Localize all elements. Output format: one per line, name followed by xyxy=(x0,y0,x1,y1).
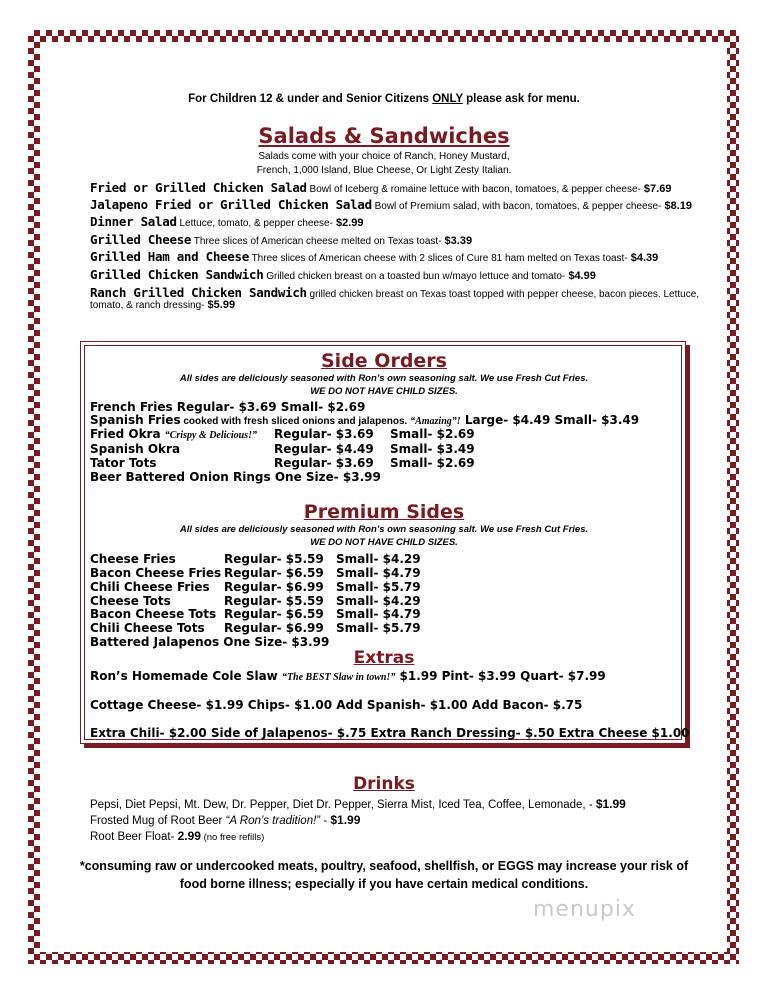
menu-item-continued: tomato, & ranch dressing- $5.99 xyxy=(90,299,236,311)
menu-item: Ranch Grilled Chicken Sandwich grilled chicken breast on Texas toast topped with pepper cheese, bacon pieces. Lettuce, xyxy=(90,285,700,300)
child-size-note: WE DO NOT HAVE CHILD SIZES. xyxy=(310,386,458,397)
side-item-french-fries: French Fries Regular- $3.69 Small- $2.69 xyxy=(90,400,366,414)
premium-item: Bacon Cheese Fries Regular- $6.59 Small- $4.79 xyxy=(90,566,421,580)
food-safety-warning-line2: food borne illness; especially if you have certain medical conditions. xyxy=(179,877,589,891)
side-item-spanish-fries: Spanish Fries cooked with fresh sliced onions and jalapenos. “Amazing”! Large- $4.49 Small- $3.49 xyxy=(90,413,640,427)
drinks-heading: Drinks xyxy=(353,774,415,794)
premium-item-jalapenos: Battered Jalapenos One Size- $3.99 xyxy=(90,635,330,649)
side-orders-heading: Side Orders xyxy=(321,350,447,372)
premium-item: Chili Cheese Tots Regular- $6.99 Small- $5.79 xyxy=(90,621,421,635)
premium-sides-heading: Premium Sides xyxy=(303,501,465,523)
food-safety-warning-line1: *consuming raw or undercooked meats, poultry, seafood, shellfish, or EGGS may increase your risk of xyxy=(79,859,689,873)
extras-line-2: Cottage Cheese- $1.99 Chips- $1.00 Add Spanish- $1.00 Add Bacon- $.75 xyxy=(90,698,583,712)
drinks-root-beer: Frosted Mug of Root Beer “A Ron’s tradition!” - $1.99 xyxy=(90,813,361,827)
extras-cole-slaw: Ron’s Homemade Cole Slaw “The BEST Slaw in town!” $1.99 Pint- $3.99 Quart- $7.99 xyxy=(90,669,606,683)
menu-item: Grilled Ham and Cheese Three slices of American cheese with 2 slices of Cure 81 ham melted on Texas toast- $4.39 xyxy=(90,249,659,264)
premium-item: Bacon Cheese Tots Regular- $6.59 Small- $4.79 xyxy=(90,607,421,621)
dressing-note-line2: French, 1,000 Island, Blue Cheese, Or Light Zesty Italian. xyxy=(256,165,512,176)
drinks-sodas: Pepsi, Diet Pepsi, Mt. Dew, Dr. Pepper, Diet Dr. Pepper, Sierra Mist, Iced Tea, Coffee, Lemonade, - $1.99 xyxy=(90,797,626,811)
premium-item: Cheese Fries Regular- $5.59 Small- $4.29 xyxy=(90,552,421,566)
seasoning-note: All sides are deliciously seasoned with Ron’s own seasoning salt. We use Fresh Cut Fries. xyxy=(179,524,589,535)
menu-item: Grilled Cheese Three slices of American cheese melted on Texas toast- $3.39 xyxy=(90,232,473,247)
extras-heading: Extras xyxy=(353,648,415,668)
menu-item: Grilled Chicken Sandwich Grilled chicken breast on a toasted bun w/mayo lettuce and tomato- $4.99 xyxy=(90,267,596,282)
menu-item: Jalapeno Fried or Grilled Chicken Salad Bowl of Premium salad, with bacon, tomatoes, & pepper cheese- $8.19 xyxy=(90,197,692,212)
extras-line-3: Extra Chili- $2.00 Side of Jalapenos- $.75 Extra Ranch Dressing- $.50 Extra Cheese $1.00 xyxy=(90,726,690,740)
drinks-float: Root Beer Float- 2.99 (no free refills) xyxy=(90,829,265,843)
children-senior-note: For Children 12 & under and Senior Citizens ONLY please ask for menu. xyxy=(188,93,580,105)
side-item-tator-tots: Tator Tots Regular- $3.69 Small- $2.69 xyxy=(90,456,475,470)
menu-item: Fried or Grilled Chicken Salad Bowl of Iceberg & romaine lettuce with bacon, tomatoes, & pepper cheese- $7.69 xyxy=(90,180,672,195)
premium-item: Cheese Tots Regular- $5.59 Small- $4.29 xyxy=(90,594,421,608)
salads-sandwiches-heading: Salads & Sandwiches xyxy=(258,124,510,148)
child-size-note: WE DO NOT HAVE CHILD SIZES. xyxy=(310,537,458,548)
dressing-note-line1: Salads come with your choice of Ranch, Honey Mustard, xyxy=(258,151,510,162)
side-item-fried-okra: Fried Okra “Crispy & Delicious!” Regular- $3.69 Small- $2.69 xyxy=(90,427,475,441)
premium-item: Chili Cheese Fries Regular- $6.99 Small- $5.79 xyxy=(90,580,421,594)
menu-item: Dinner Salad Lettuce, tomato, & pepper cheese- $2.99 xyxy=(90,214,364,229)
watermark: menupix xyxy=(533,897,636,922)
side-item-spanish-okra: Spanish Okra Regular- $4.49 Small- $3.49 xyxy=(90,442,475,456)
side-item-onion-rings: Beer Battered Onion Rings One Size- $3.99 xyxy=(90,470,381,484)
seasoning-note: All sides are deliciously seasoned with Ron’s own seasoning salt. We use Fresh Cut Fries. xyxy=(179,373,589,384)
